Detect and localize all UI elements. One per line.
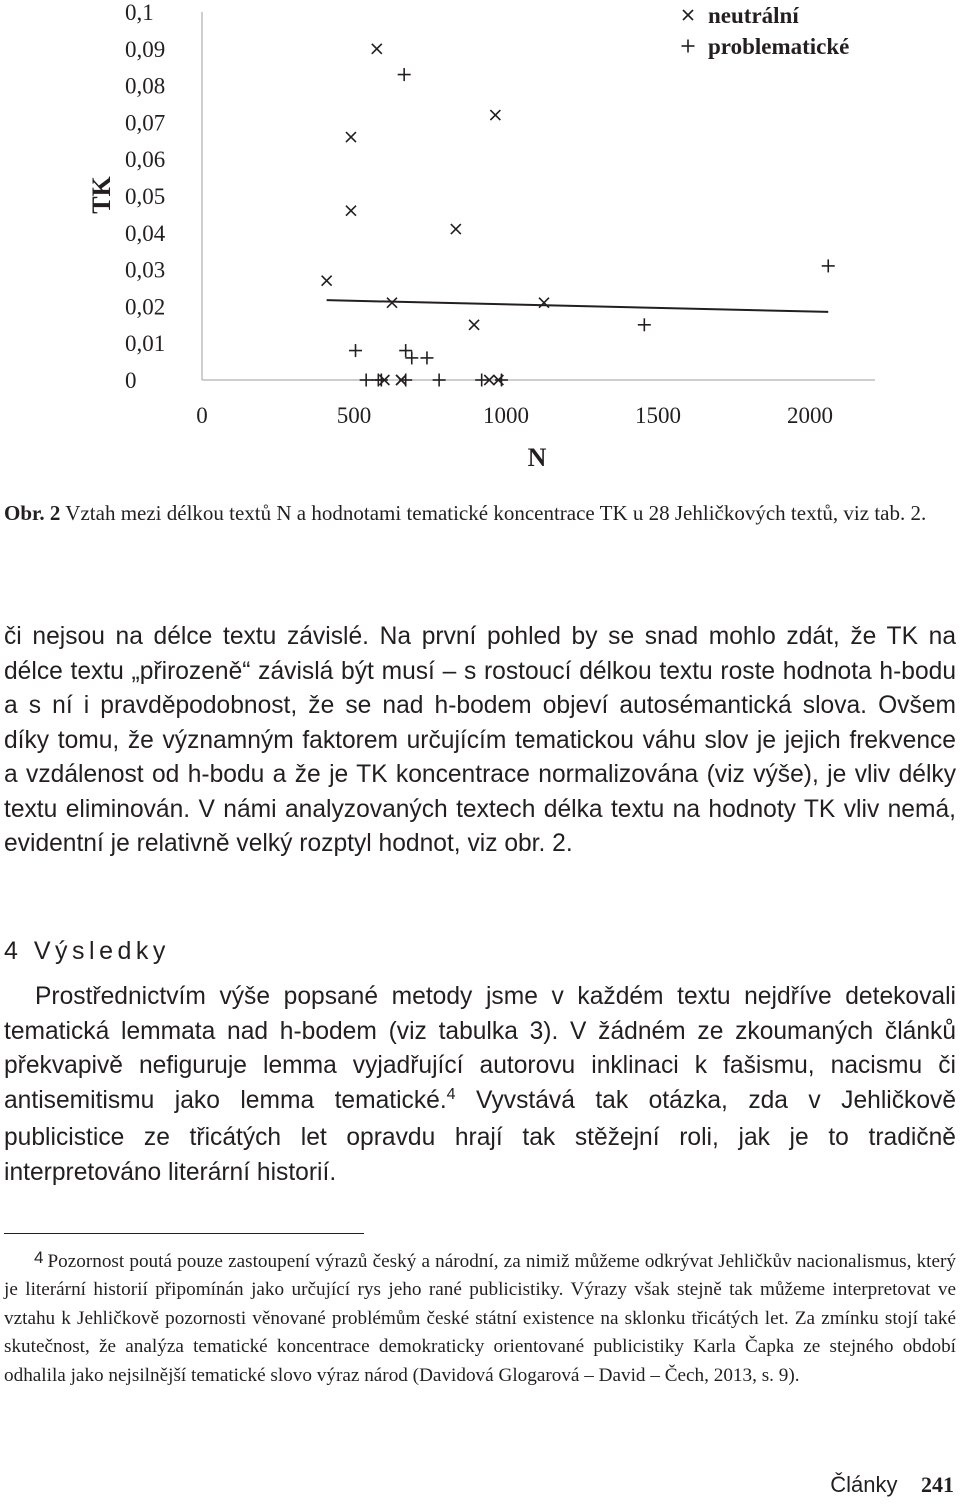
x-tick-label: 1000 (483, 403, 529, 428)
data-point-plus-marker (405, 351, 418, 364)
data-point-plus-marker (495, 374, 508, 387)
y-tick-label: 0,07 (125, 110, 166, 136)
figure-caption (4, 498, 956, 529)
section-heading: 4 Výsledky (4, 937, 170, 965)
x-tick-label: 2000 (787, 403, 833, 428)
data-point-plus-marker (399, 344, 412, 357)
data-point-x-marker (469, 320, 479, 330)
paragraph-2-part-1: Prostřednictvím výše popsané metody jsme v každém textu nejdříve detekovali tematická lemmata nad h-bodem (viz tabulka 3). V žádném ze zkoumaných článků překvapivě nefiguruje lemma vyjadřující autorovu inklinaci k fašismu, nacismu či antisemitismu jako lemma tematické. (4, 983, 956, 1114)
data-point-x-marker (490, 110, 500, 120)
y-tick-label: 0,08 (125, 73, 166, 99)
x-axis-label: N (527, 443, 547, 472)
footnote-divider (4, 1233, 364, 1234)
x-tick-label: 1500 (635, 403, 681, 428)
page-number: 241 (921, 1472, 954, 1497)
y-tick-label: 0,02 (125, 294, 166, 320)
data-point-plus-marker (349, 344, 362, 357)
legend-plus-marker (682, 40, 695, 53)
y-tick-label: 0 (125, 368, 137, 393)
data-point-plus-marker (638, 318, 651, 331)
y-tick-label: 0,04 (125, 220, 166, 246)
y-tick-label: 0,06 (125, 147, 166, 173)
figure-caption-text: Vztah mezi délkou textů N a hodnotami tematické koncentrace TK u 28 Jehličkových textů, viz tab. 2. (65, 501, 927, 525)
y-tick-label: 0,03 (125, 257, 166, 283)
legend-x-marker (683, 10, 693, 20)
data-point-x-marker (346, 206, 356, 216)
x-tick-label: 500 (336, 403, 372, 428)
y-tick-label: 0,05 (125, 184, 166, 209)
x-tick-label: 0 (196, 403, 208, 428)
footnote (4, 1248, 956, 1390)
y-tick-label: 0,09 (125, 36, 166, 62)
section-name: Články (830, 1472, 898, 1497)
data-point-plus-marker (475, 374, 488, 387)
data-point-x-marker (322, 276, 332, 286)
data-point-plus-marker (399, 374, 412, 387)
data-point-plus-marker (375, 374, 388, 387)
page-footer (830, 1472, 954, 1498)
data-point-plus-marker (420, 351, 433, 364)
legend-label: problematické (708, 34, 850, 59)
body-paragraph-1: či nejsou na délce textu závislé. Na první pohled by se snad mohlo zdát, že TK na délce textu „přirozeně“ závislá být musí – s rostoucí délkou textu roste hodnota h-bodu a s ní i pravděpodobnost, že se nad h-bodem objeví autosémantická slova. Ovšem díky tomu, že významným faktorem určujícím tematickou váhu slov je jejich frekvence a vzdálenost od h-bodu a že je TK koncentrace normalizována (viz výše), je vliv délky textu eliminován. V námi analyzovaných textech délka textu na hodnoty TK vliv nemá, evidentní je relativně velký rozptyl hodnot, viz obr. 2. (4, 623, 956, 857)
data-point-plus-marker (360, 374, 373, 387)
data-point-x-marker (346, 132, 356, 142)
paragraph-2-part-2: Vyvstává tak otázka, zda v Jehličkově publicistice ze třicátých let opravdu hrají tak stěžejní roli, jak je to tradičně interpretováno literární historií. (4, 1086, 956, 1186)
legend-label: neutrální (708, 3, 799, 28)
footnote-mark: 4 (34, 1248, 44, 1267)
y-tick-label: 0,1 (125, 0, 154, 25)
figure-label: Obr. 2 (4, 501, 61, 525)
data-point-plus-marker (433, 374, 446, 387)
data-point-x-marker (451, 224, 461, 234)
scatter-chart (0, 0, 960, 480)
y-axis-label: TK (87, 176, 116, 214)
data-point-x-marker (372, 44, 382, 54)
y-tick-label: 0,01 (125, 331, 166, 357)
chart-legend (682, 3, 850, 59)
data-point-plus-marker (822, 259, 835, 272)
footnote-text: Pozornost poutá pouze zastoupení výrazů český a národní, za nimiž můžeme odkrývat Jehličkův nacionalismus, který je literární historií připomínán jako určující rys jeho rané publicistiky. Výrazy však stejně tak můžeme interpretovat ve vztahu k Jehličkově pozornosti věnované problémům české státní existence na sklonku třicátých let. Za zmínku stojí také skutečnost, že analýza tematické koncentrace demokraticky orientované publicistiky Karla Čapka ze stejného období odhalila jako nejsilnější tematické slovo výraz národ (Davidová Glogarová – David – Čech, 2013, s. 9). (4, 1251, 956, 1386)
body-paragraph-2 (4, 980, 956, 1190)
data-point-plus-marker (398, 68, 411, 81)
trendline (327, 300, 829, 312)
footnote-reference: 4 (446, 1085, 456, 1103)
